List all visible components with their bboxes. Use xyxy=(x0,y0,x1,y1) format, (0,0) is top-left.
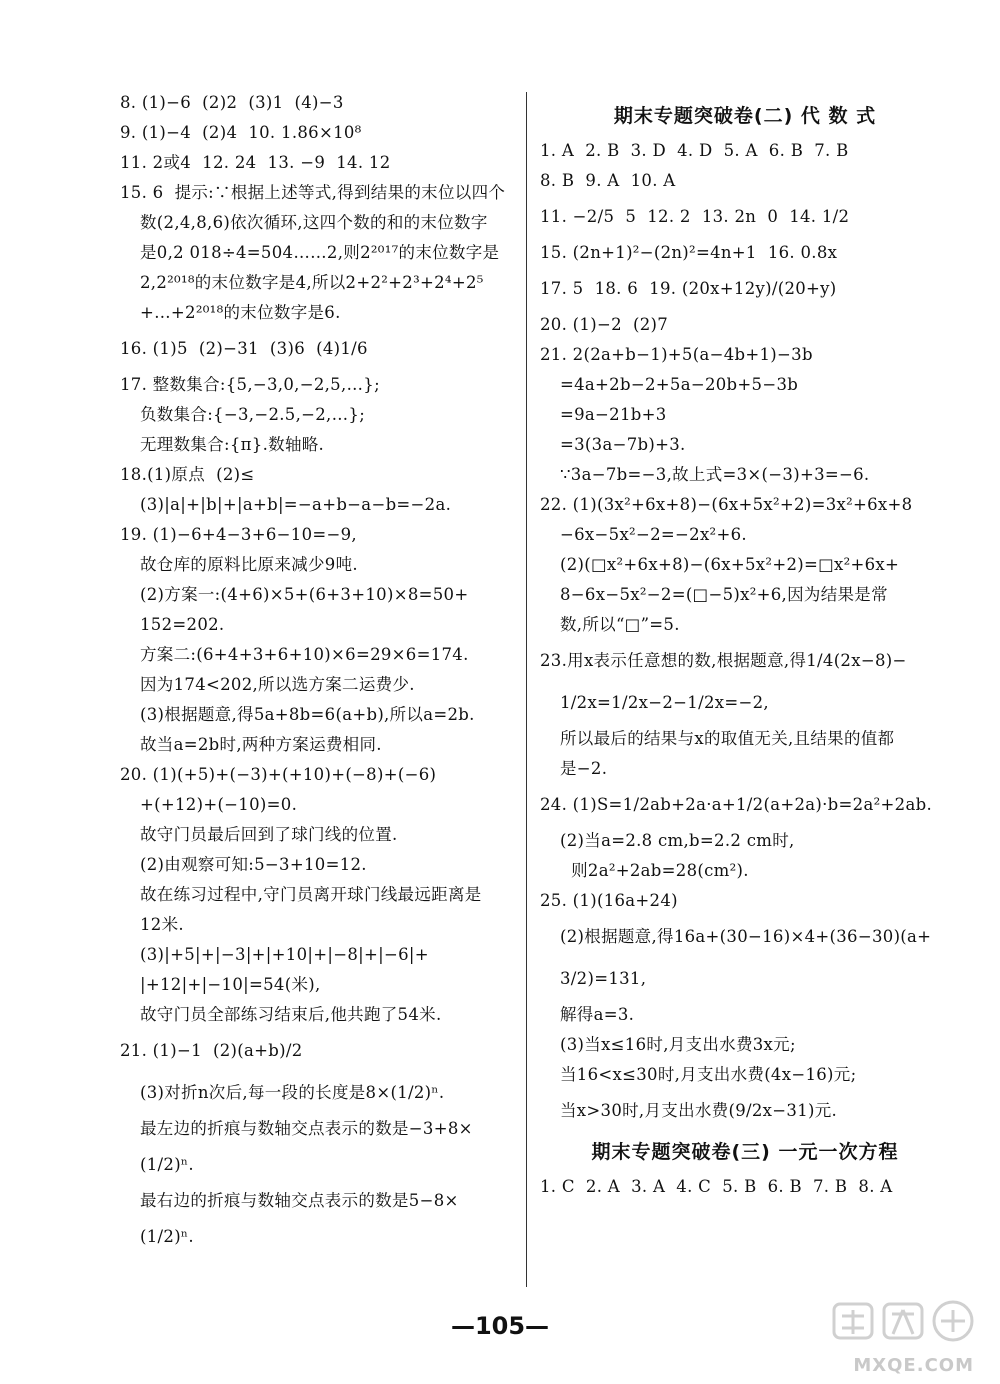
answer-line: 8. B 9. A 10. A xyxy=(540,171,676,190)
answer-line: 8−6x−5x²−2=(□−5)x²+6,因为结果是常 xyxy=(560,585,888,604)
answer-line: 1. C 2. A 3. A 4. C 5. B 6. B 7. B 8. A xyxy=(540,1177,893,1196)
page-number: —105— xyxy=(450,1312,550,1340)
answer-line: 22. (1)(3x²+6x+8)−(6x+5x²+2)=3x²+6x+8 xyxy=(540,495,913,514)
answer-line: 2,2²⁰¹⁸的末位数字是4,所以2+2²+2³+2⁴+2⁵ xyxy=(140,273,484,292)
answer-line: 12米. xyxy=(140,915,184,934)
answer-line: 是−2. xyxy=(560,759,608,778)
section-heading: 期末专题突破卷(三) 一元一次方程 xyxy=(591,1141,899,1163)
answer-line: 故守门员全部练习结束后,他共跑了54米. xyxy=(140,1005,442,1024)
watermark xyxy=(828,1296,978,1376)
answer-line: 11. −2/5 5 12. 2 13. 2n 0 14. 1/2 xyxy=(540,207,850,226)
answer-line: 15. 6 提示:∵根据上述等式,得到结果的末位以四个 xyxy=(120,183,506,202)
answer-line: 则2a²+2ab=28(cm²). xyxy=(560,861,749,880)
answer-line: =3(3a−7b)+3. xyxy=(560,435,686,454)
answer-line: 是0,2 018÷4=504……2,则2²⁰¹⁷的末位数字是 xyxy=(140,243,500,262)
answer-line: (3)当x≤16时,月支出水费3x元; xyxy=(560,1035,796,1054)
answer-line: (3)对折n次后,每一段的长度是8×(1/2)ⁿ. xyxy=(140,1083,445,1102)
answer-line: 24. (1)S=1/2ab+2a·a+1/2(a+2a)·b=2a²+2ab. xyxy=(540,795,932,814)
answer-line: +…+2²⁰¹⁸的末位数字是6. xyxy=(140,303,341,322)
answer-line: 负数集合:{−3,−2.5,−2,…}; xyxy=(140,405,366,424)
answer-line: 23.用x表示任意想的数,根据题意,得1/4(2x−8)− xyxy=(540,651,907,670)
answer-line: (2)(□x²+6x+8)−(6x+5x²+2)=□x²+6x+ xyxy=(560,555,900,574)
answer-line: (3)|+5|+|−3|+|+10|+|−8|+|−6|+ xyxy=(140,945,429,964)
answer-line: 16. (1)5 (2)−31 (3)6 (4)1/6 xyxy=(120,339,368,358)
answer-line: 故守门员最后回到了球门线的位置. xyxy=(140,825,398,844)
answer-line: (3)根据题意,得5a+8b=6(a+b),所以a=2b. xyxy=(140,705,475,724)
answer-line: 数,所以“□”=5. xyxy=(560,615,680,634)
answer-line: 21. (1)−1 (2)(a+b)/2 xyxy=(120,1041,303,1060)
answer-line: (1/2)ⁿ. xyxy=(140,1227,194,1246)
answer-line: 故在练习过程中,守门员离开球门线最远距离是 xyxy=(140,885,482,904)
answer-line: 最左边的折痕与数轴交点表示的数是−3+8× xyxy=(140,1119,473,1138)
answer-line: (2)当a=2.8 cm,b=2.2 cm时, xyxy=(560,831,795,850)
answer-line: 当x>30时,月支出水费(9/2x−31)元. xyxy=(560,1101,838,1120)
answer-line: −6x−5x²−2=−2x²+6. xyxy=(560,525,747,544)
answer-line: 故仓库的原料比原来减少9吨. xyxy=(140,555,358,574)
answer-line: 17. 整数集合:{5,−3,0,−2,5,…}; xyxy=(120,375,380,394)
answer-line: 8. (1)−6 (2)2 (3)1 (4)−3 xyxy=(120,93,344,112)
answer-line: 17. 5 18. 6 19. (20x+12y)/(20+y) xyxy=(540,279,837,298)
answer-line: 9. (1)−4 (2)4 10. 1.86×10⁸ xyxy=(120,123,362,142)
answer-line: 所以最后的结果与x的取值无关,且结果的值都 xyxy=(560,729,895,748)
answer-line: 解得a=3. xyxy=(560,1005,635,1024)
answer-line: 18.(1)原点 (2)≤ xyxy=(120,465,255,484)
section-heading: 期末专题突破卷(二) 代 数 式 xyxy=(613,105,877,127)
answer-line: (3)|a|+|b|+|a+b|=−a+b−a−b=−2a. xyxy=(140,495,452,514)
answer-line: 11. 2或4 12. 24 13. −9 14. 12 xyxy=(120,153,391,172)
answer-line: 3/2)=131, xyxy=(560,969,647,988)
answer-line: 故当a=2b时,两种方案运费相同. xyxy=(140,735,382,754)
answer-line: 无理数集合:{π}.数轴略. xyxy=(140,435,325,454)
answer-line: (2)由观察可知:5−3+10=12. xyxy=(140,855,367,874)
watermark-logo-icon xyxy=(828,1296,978,1346)
answer-line: 21. 2(2a+b−1)+5(a−4b+1)−3b xyxy=(540,345,813,364)
right-column xyxy=(540,88,950,1202)
answer-line: 最右边的折痕与数轴交点表示的数是5−8× xyxy=(140,1191,459,1210)
answer-line: 20. (1)(+5)+(−3)+(+10)+(−8)+(−6) xyxy=(120,765,437,784)
answer-line: 因为174<202,所以选方案二运费少. xyxy=(140,675,415,694)
answer-line: 15. (2n+1)²−(2n)²=4n+1 16. 0.8x xyxy=(540,243,838,262)
answer-line: =4a+2b−2+5a−20b+5−3b xyxy=(560,375,799,394)
left-column xyxy=(120,88,520,1258)
answer-line: (2)方案一:(4+6)×5+(6+3+10)×8=50+ xyxy=(140,585,469,604)
answer-line: ∵3a−7b=−3,故上式=3×(−3)+3=−6. xyxy=(560,465,870,484)
answer-line: 当16<x≤30时,月支出水费(4x−16)元; xyxy=(560,1065,857,1084)
answer-line: 1/2x=1/2x−2−1/2x=−2, xyxy=(560,693,769,712)
answer-line: (1/2)ⁿ. xyxy=(140,1155,194,1174)
column-divider xyxy=(526,92,527,1287)
answer-line: 152=202. xyxy=(140,615,225,634)
answer-line: 25. (1)(16a+24) xyxy=(540,891,678,910)
answer-line: 1. A 2. B 3. D 4. D 5. A 6. B 7. B xyxy=(540,141,849,160)
answer-line: +(+12)+(−10)=0. xyxy=(140,795,298,814)
answer-line: 20. (1)−2 (2)7 xyxy=(540,315,669,334)
watermark-text: MXQE.COM xyxy=(853,1355,974,1376)
answer-line: 19. (1)−6+4−3+6−10=−9, xyxy=(120,525,357,544)
answer-line: 方案二:(6+4+3+6+10)×6=29×6=174. xyxy=(140,645,469,664)
answer-line: |+12|+|−10|=54(米), xyxy=(140,975,321,994)
answer-line: (2)根据题意,得16a+(30−16)×4+(36−30)(a+ xyxy=(560,927,932,946)
answer-line: =9a−21b+3 xyxy=(560,405,667,424)
answer-line: 数(2,4,8,6)依次循环,这四个数的和的末位数字 xyxy=(140,213,488,232)
